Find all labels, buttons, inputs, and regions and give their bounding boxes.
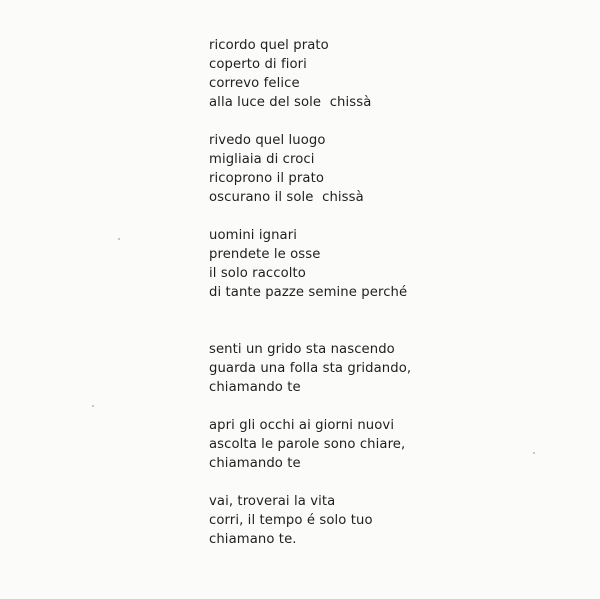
poem-line: ricoprono il prato	[209, 171, 325, 186]
poem-line: migliaia di croci	[209, 152, 315, 167]
stanza-4	[209, 340, 569, 397]
stanza-1	[209, 36, 569, 112]
stanza-3	[209, 226, 569, 302]
poem-text	[209, 36, 569, 568]
poem-line: coperto di fiori	[209, 57, 307, 72]
paper-speck	[533, 452, 535, 454]
stanza-5	[209, 416, 569, 473]
poem-line: vai, troverai la vita	[209, 494, 336, 509]
poem-line: alla luce del sole chissà	[209, 95, 372, 110]
poem-line: ricordo quel prato	[209, 38, 329, 53]
poem-line: guarda una folla sta gridando,	[209, 361, 412, 376]
poem-line: di tante pazze semine perché	[209, 285, 408, 300]
poem-line: apri gli occhi ai giorni nuovi	[209, 418, 395, 433]
poem-line: ascolta le parole sono chiare,	[209, 437, 406, 452]
poem-line: chiamando te	[209, 380, 301, 395]
poem-line: rivedo quel luogo	[209, 133, 326, 148]
paper-speck	[92, 405, 94, 407]
stanza-6	[209, 492, 569, 549]
poem-line: correvo felice	[209, 76, 300, 91]
poem-line: uomini ignari	[209, 228, 298, 243]
poem-line: il solo raccolto	[209, 266, 306, 281]
poem-line: chiamando te	[209, 456, 301, 471]
poem-line: prendete le osse	[209, 247, 321, 262]
poem-line: oscurano il sole chissà	[209, 190, 364, 205]
paper-speck	[118, 238, 120, 240]
poem-line: chiamano te.	[209, 532, 297, 547]
poem-line: senti un grido sta nascendo	[209, 342, 395, 357]
stanza-2	[209, 131, 569, 207]
poem-line: corri, il tempo é solo tuo	[209, 513, 373, 528]
